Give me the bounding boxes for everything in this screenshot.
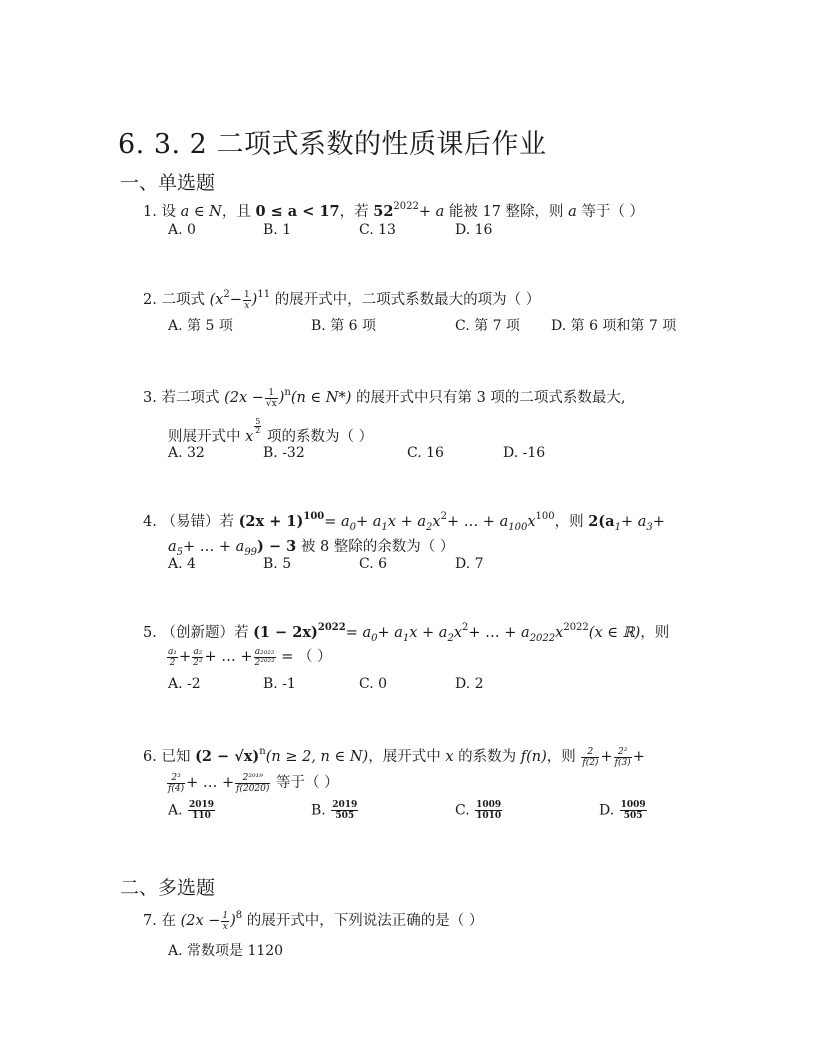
question-text: ，且 bbox=[221, 204, 251, 220]
math-expression: a ∈ N bbox=[180, 204, 222, 220]
option-b[interactable]: B. 第 6 项 bbox=[311, 318, 376, 334]
math-expression: (n ≥ 2, n ∈ N) bbox=[265, 749, 369, 765]
math-expression: 0 ≤ a < 17 bbox=[255, 203, 340, 220]
option-b[interactable]: B. -1 bbox=[263, 676, 296, 692]
question-number: 6. bbox=[143, 749, 157, 765]
question-number: 5. bbox=[143, 625, 157, 641]
option-c[interactable]: C. 0 bbox=[359, 676, 388, 692]
question-text: 若二项式 bbox=[161, 390, 220, 406]
question-text: （创新题）若 bbox=[161, 625, 249, 641]
question-text: （易错）若 bbox=[161, 514, 234, 530]
option-c[interactable]: C. $\frac{1009}{1010}$ bbox=[455, 800, 502, 821]
option-d[interactable]: D. 7 bbox=[455, 556, 484, 572]
math-exponent: 8 bbox=[235, 910, 243, 921]
question-text: 二项式 bbox=[161, 292, 205, 308]
math-expression: = a bbox=[324, 514, 350, 530]
math-exponent: n bbox=[284, 387, 291, 398]
math-expression: (n ∈ N*) bbox=[290, 390, 352, 406]
question-text: ，则 bbox=[546, 749, 576, 765]
option-a[interactable]: A. 32 bbox=[168, 445, 205, 461]
math-expression: f(n) bbox=[520, 749, 547, 765]
math-expression: a bbox=[568, 204, 577, 220]
math-expression: (x bbox=[209, 292, 224, 308]
question-number: 3. bbox=[143, 390, 157, 406]
question-text: 则展开式中 bbox=[168, 429, 241, 445]
option-b[interactable]: B. 1 bbox=[263, 222, 292, 238]
question-number: 4. bbox=[143, 514, 157, 530]
math-expression: (2x − bbox=[180, 913, 221, 929]
question-text: ，展开式中 bbox=[368, 749, 441, 765]
option-a[interactable]: A. 常数项是 1120 bbox=[168, 943, 284, 959]
question-4-line-2: $a_5+$ … + $a_{99}) - 3$ 被 8 整除的余数为（ ） bbox=[168, 538, 455, 558]
question-5: 5. （创新题）若 $(1 - 2x)^{2022}= a_0+ a_1x + a_2x^2+$ … + $a_{2022}x^{2022}(x$ ∈ ℝ)，则 bbox=[143, 622, 670, 644]
option-a[interactable]: A. 4 bbox=[168, 556, 196, 572]
math-expression: (1 − 2x) bbox=[253, 624, 318, 641]
math-expression: = a bbox=[345, 625, 372, 641]
math-expression: x bbox=[445, 749, 454, 765]
math-fraction: $\frac{\text{a₁}}{2}$ bbox=[168, 646, 177, 668]
math-fraction: $\frac{\text{2²}}{f(3)}$ bbox=[614, 746, 631, 768]
math-fraction: $\frac{2019}{505}$ bbox=[332, 800, 358, 821]
option-b[interactable]: B. $\frac{2019}{505}$ bbox=[311, 800, 358, 821]
math-expression: 2(a bbox=[588, 513, 615, 530]
question-2 bbox=[143, 288, 540, 311]
question-text: 被 8 整除的余数为（ ） bbox=[300, 539, 455, 555]
math-expression: (2 − √x) bbox=[195, 748, 260, 765]
question-text: ，若 bbox=[339, 204, 369, 220]
math-fraction: $\frac{2}{f(2)}$ bbox=[582, 746, 599, 768]
option-c[interactable]: C. 6 bbox=[359, 556, 388, 572]
math-expression: ) bbox=[230, 913, 236, 929]
math-expression: + a bbox=[418, 204, 445, 220]
question-text: 的展开式中，下列说法正确的是（ ） bbox=[246, 913, 484, 929]
question-text: 等于（ ） bbox=[581, 204, 645, 220]
option-d[interactable]: D. 2 bbox=[455, 676, 484, 692]
question-7 bbox=[143, 909, 483, 932]
question-4: 4. （易错）若 $(2x + 1)^{100}= a_0+ a_1x + a_2x^2+$ … + $a_{100}x^{100}$，则 $2(a_1+ a_3+$ bbox=[143, 511, 665, 533]
question-5-line-2: $\frac{\text{a₁}}{2}$ + $\frac{\text{a₂}}{\text{2²}}$ + … + $\frac{\text{a₂₀₂₂}}{\text{2²⁰²²}}$ = （ ） bbox=[168, 646, 332, 668]
option-c[interactable]: C. 16 bbox=[407, 445, 444, 461]
math-fraction: $\frac{2019}{110}$ bbox=[189, 800, 215, 821]
question-3-line-2 bbox=[168, 418, 373, 446]
math-exponent: 11 bbox=[257, 289, 271, 300]
math-expression: (2x − bbox=[224, 390, 264, 406]
math-expression: ) bbox=[251, 292, 258, 308]
math-fraction: $\frac{\text{2²⁰¹⁹}}{f(2020)}$ bbox=[236, 772, 270, 794]
math-fraction: $\frac{1009}{505}$ bbox=[620, 800, 646, 821]
option-a[interactable]: A. $\frac{2019}{110}$ bbox=[168, 800, 215, 821]
math-expression: − bbox=[229, 292, 242, 308]
option-c[interactable]: C. 第 7 项 bbox=[455, 318, 520, 334]
math-fraction: $\frac{1}{√x}$ bbox=[265, 387, 277, 409]
question-text: 在 bbox=[161, 913, 176, 929]
math-exponent-fraction: $\frac{5}{2}$ bbox=[255, 417, 261, 435]
section-heading-multiple-choice: 二、多选题 bbox=[120, 877, 216, 899]
math-fraction: $\frac{\text{a₂₀₂₂}}{\text{2²⁰²²}}$ bbox=[254, 646, 275, 668]
question-number: 2. bbox=[143, 292, 157, 308]
question-text: 的系数为 bbox=[458, 749, 517, 765]
option-d[interactable]: D. 第 6 项和第 7 项 bbox=[551, 318, 677, 334]
math-exponent: 2022 bbox=[393, 201, 419, 212]
question-1 bbox=[143, 200, 644, 221]
math-expression: ) bbox=[278, 390, 285, 406]
option-d[interactable]: D. 16 bbox=[455, 222, 493, 238]
option-a[interactable]: A. 0 bbox=[168, 222, 196, 238]
question-text: 的展开式中只有第 3 项的二项式系数最大, bbox=[355, 390, 626, 406]
question-6-line-2: $\frac{\text{2³}}{f(4)}$ + … + $\frac{\text{2²⁰¹⁹}}{f(2020)}$ 等于（ ） bbox=[168, 772, 339, 794]
question-6: 6. 已知 $(2 - √x)^n(n \ge 2$, n ∈ N)，展开式中 x 的系数为 f(n)，则 $\frac{2}{f(2)}$ + $\frac{\text{2²}}{f(3)}$ + bbox=[143, 746, 645, 768]
question-number: 1. bbox=[143, 204, 157, 220]
math-fraction: $\frac{1}{x}$ bbox=[222, 910, 229, 932]
question-text: 已知 bbox=[161, 749, 191, 765]
option-d[interactable]: D. $\frac{1009}{505}$ bbox=[599, 800, 646, 821]
option-d[interactable]: D. -16 bbox=[503, 445, 546, 461]
page-title: 6. 3. 2 二项式系数的性质课后作业 bbox=[118, 129, 547, 160]
option-a[interactable]: A. -2 bbox=[168, 676, 201, 692]
question-text: 设 bbox=[161, 204, 176, 220]
question-text: = （ ） bbox=[281, 649, 332, 665]
option-b[interactable]: B. 5 bbox=[263, 556, 292, 572]
question-text: 项的系数为（ ） bbox=[267, 429, 374, 445]
question-number: 7. bbox=[143, 913, 157, 929]
math-fraction: $\frac{\text{2³}}{f(4)}$ bbox=[168, 772, 185, 794]
math-exponent: 2 bbox=[223, 289, 230, 300]
option-c[interactable]: C. 13 bbox=[359, 222, 396, 238]
math-exponent: 100 bbox=[303, 511, 325, 522]
math-expression: x bbox=[245, 429, 254, 445]
question-text: ，则 bbox=[554, 514, 584, 530]
math-fraction: $\frac{\text{a₂}}{\text{2²}}$ bbox=[193, 646, 203, 668]
question-text: 的展开式中，二项式系数最大的项为（ ） bbox=[274, 292, 541, 308]
question-text: 能被 17 整除，则 bbox=[448, 204, 564, 220]
math-expression: (2x + 1) bbox=[238, 513, 304, 530]
option-b[interactable]: B. -32 bbox=[263, 445, 305, 461]
question-text: ，则 bbox=[640, 625, 670, 641]
option-a[interactable]: A. 第 5 项 bbox=[168, 318, 233, 334]
math-fraction: $\frac{1009}{1010}$ bbox=[476, 800, 502, 821]
math-expression: a bbox=[168, 539, 177, 555]
section-heading-single-choice: 一、单选题 bbox=[120, 172, 216, 194]
math-exponent: n bbox=[259, 746, 266, 757]
math-fraction: $\frac{1}{x}$ bbox=[243, 289, 250, 311]
math-exponent: 2022 bbox=[317, 622, 346, 633]
question-3 bbox=[143, 386, 626, 409]
question-text: 等于（ ） bbox=[276, 775, 339, 791]
math-expression: 52 bbox=[373, 203, 394, 220]
